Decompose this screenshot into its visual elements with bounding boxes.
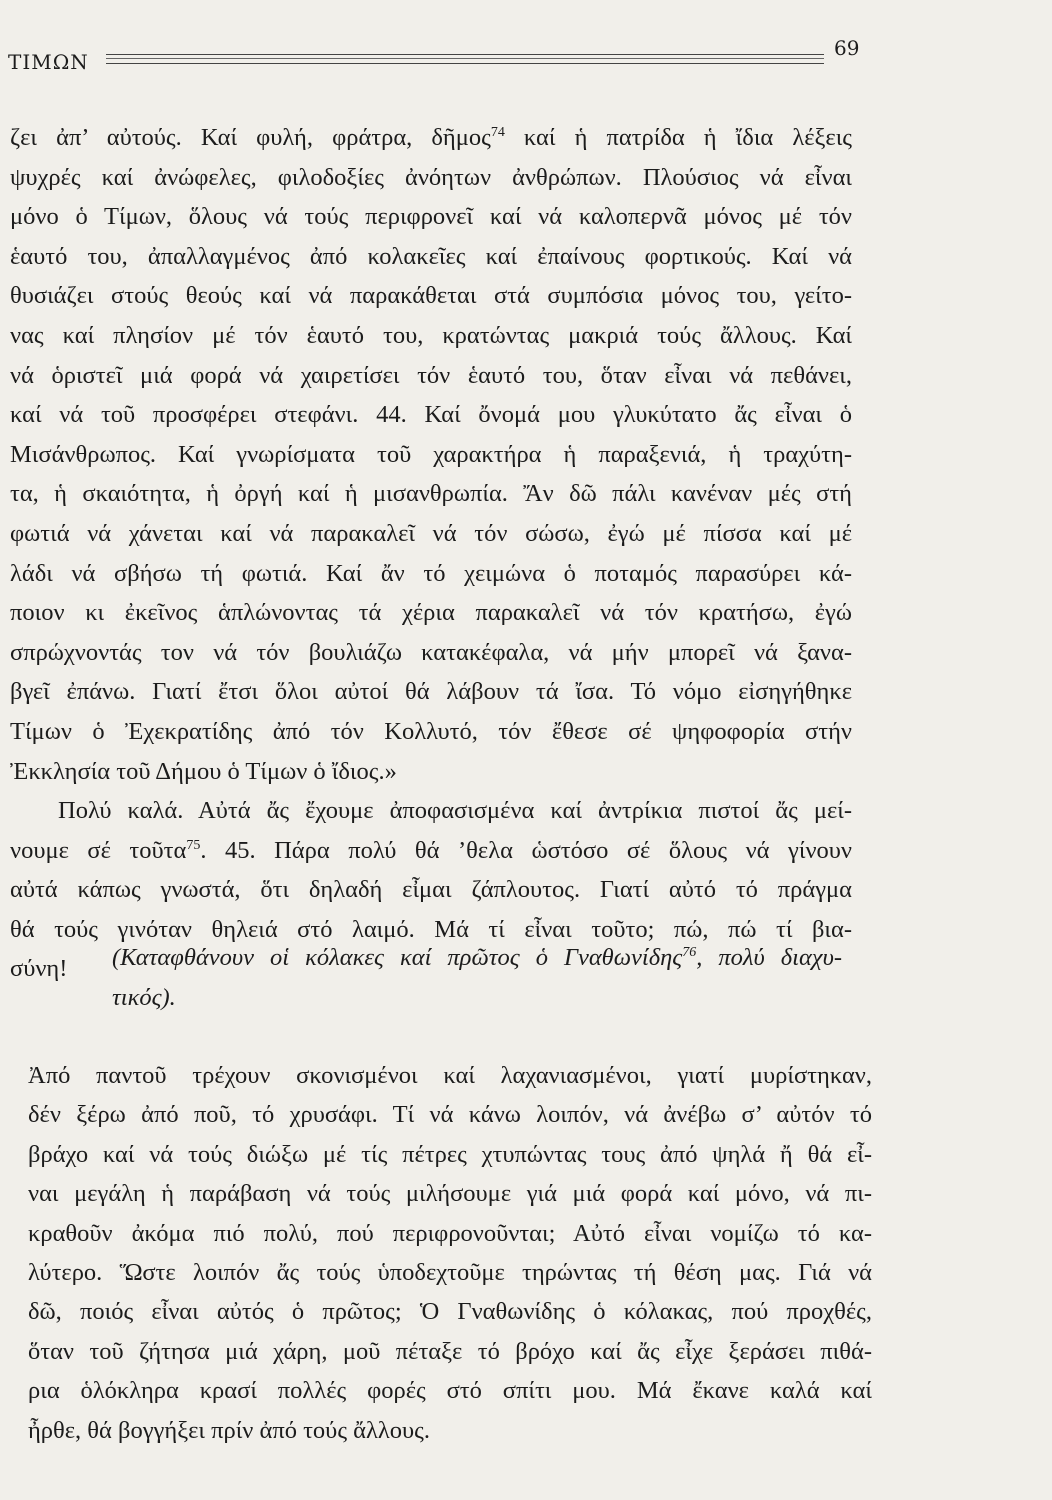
text-line <box>10 118 852 158</box>
line-text: ἑαυτό του, ἀπαλλαγμένος ἀπό κολακεῖες καί ἐπαίνους φορτικούς. Καί νά <box>10 242 852 270</box>
line-text: , πολύ διαχυ- <box>696 944 842 971</box>
line-text: ζει ἀπ’ αὐτούς. Καί φυλή, φράτρα, δῆμος <box>10 124 491 151</box>
line-text: ποιον κι ἐκεῖνος ἁπλώνοντας τά χέρια παρακαλεῖ νά τόν κρατήσω, ἐγώ <box>10 599 852 627</box>
line-text: κραθοῦν ἀκόμα πιό πολύ, πού περιφρονοῦνται; Αὐτό εἶναι νομίζω τό κα- <box>28 1219 872 1247</box>
text-line <box>10 672 852 712</box>
text-line <box>10 593 852 633</box>
footnote-marker[interactable]: 75 <box>186 837 201 853</box>
line-text: δῶ, ποιός εἶναι αὐτός ὁ πρῶτος; Ὁ Γναθωνίδης ὁ κόλακας, πού προχθές, <box>28 1298 872 1326</box>
line-text: καί νά τοῦ προσφέρει στεφάνι. 44. Καί ὄνομά μου γλυκύτατο ἄς εἶναι ὁ <box>10 401 852 429</box>
line-text: (Καταφθάνουν οἱ κόλακες καί πρῶτος ὁ Γναθωνίδης <box>112 944 683 971</box>
text-line <box>28 1135 872 1174</box>
text-line <box>10 474 852 514</box>
text-line <box>10 870 852 910</box>
line-text: ψυχρές καί ἀνώφελες, φιλοδοξίες ἀνόητων ἀνθρώπων. Πλούσιος νά εἶναι <box>10 163 852 191</box>
paragraph <box>10 118 852 791</box>
paragraph <box>28 1056 872 1450</box>
text-line <box>10 316 852 356</box>
running-header <box>8 36 1008 76</box>
main-text-block <box>10 118 852 989</box>
line-text: αὐτά κάπως γνωστά, ὅτι δηλαδή εἶμαι ζάπλουτος. Γιατί αὐτό τό πράγμα <box>10 876 852 904</box>
running-title: ΤΙΜΩΝ <box>8 50 89 74</box>
text-line <box>28 1214 872 1253</box>
header-rule <box>106 54 824 64</box>
line-text: ναι μεγάλη ἡ παράβαση νά τούς μιλήσουμε γιά μιά φορά καί μόνο, νά πι- <box>28 1180 872 1208</box>
line-text: Μισάνθρωπος. Καί γνωρίσματα τοῦ χαρακτήρα ἡ παραξενιά, ἡ τραχύτη- <box>10 440 852 468</box>
text-line <box>28 1332 872 1371</box>
line-text: μόνο ὁ Τίμων, ὅλους νά τούς περιφρονεῖ καί νά καλοπερνᾶ μόνος μέ τόν <box>10 203 852 231</box>
line-text: σύνη! <box>10 955 68 983</box>
text-line <box>10 633 852 673</box>
text-line <box>10 831 852 871</box>
line-text: Ἀπό παντοῦ τρέχουν σκονισμένοι καί λαχανιασμένοι, γιατί μυρίστηκαν, <box>28 1062 872 1089</box>
line-text: νά ὁριστεῖ μιά φορά νά χαιρετίσει τόν ἑαυτό του, ὅταν εἶναι νά πεθάνει, <box>10 361 852 389</box>
line-text: Πολύ καλά. Αὐτά ἄς ἔχουμε ἀποφασισμένα καί ἀντρίκια πιστοί ἄς μεί- <box>58 797 852 825</box>
line-text: λάδι νά σβήσω τή φωτιά. Καί ἄν τό χειμώνα ὁ ποταμός παρασύρει κά- <box>10 559 852 587</box>
line-text: τα, ἡ σκαιότητα, ἡ ὀργή καί ἡ μισανθρωπία. Ἄν δῶ πάλι κανέναν μές στή <box>10 480 852 508</box>
line-text: νουμε σέ τοῦτα <box>10 836 187 864</box>
text-line <box>28 1292 872 1331</box>
text-line <box>10 554 852 594</box>
line-text: Τίμων ὁ Ἐχεκρατίδης ἀπό τόν Κολλυτό, τόν ἔθεσε σέ ψηφοφορία στήν <box>10 717 852 745</box>
line-text: βράχο καί νά τούς διώξω μέ τίς πέτρες χτυπώντας τους ἀπό ψηλά ἤ θά εἶ- <box>28 1140 872 1168</box>
text-line <box>112 978 842 1018</box>
text-line <box>10 752 852 792</box>
line-text: θυσιάζει στούς θεούς καί νά παρακάθεται στά συμπόσια μόνος του, γείτο- <box>10 282 852 310</box>
text-line <box>28 1056 872 1095</box>
line-text: νας καί πλησίον μέ τόν ἑαυτό του, κρατώντας μακριά τούς ἄλλους. Καί <box>10 321 852 349</box>
line-text: . 45. Πάρα πολύ θά ’θελα ὡστόσο σέ ὅλους νά γίνουν <box>200 836 852 864</box>
text-line <box>28 1095 872 1134</box>
text-line <box>10 356 852 396</box>
text-line <box>10 712 852 752</box>
line-text: δέν ξέρω ἀπό ποῦ, τό χρυσάφι. Τί νά κάνω λοιπόν, νά ἀνέβω σ’ αὐτόν τό <box>28 1101 872 1129</box>
text-line <box>28 1411 872 1450</box>
line-text: βγεῖ ἐπάνω. Γιατί ἔτσι ὅλοι αὐτοί θά λάβουν τά ἴσα. Τό νόμο εἰσηγήθηκε <box>10 678 852 706</box>
line-text: σπρώχνοντάς τον νά τόν βουλιάζω κατακέφαλα, νά μήν μπορεῖ νά ξανα- <box>10 638 852 666</box>
text-line <box>28 1371 872 1410</box>
text-line <box>10 435 852 475</box>
footnote-marker[interactable]: 74 <box>490 125 505 140</box>
text-line <box>10 197 852 237</box>
line-text: θά τούς γινόταν θηλειά στό λαιμό. Μά τί εἶναι τοῦτο; πώ, πώ τί βια- <box>10 915 852 943</box>
text-line <box>10 514 852 554</box>
text-line <box>10 791 852 831</box>
line-text: ὅταν τοῦ ζήτησα μιά χάρη, μοῦ πέταξε τό βρόχο καί ἄς εἶχε ξεράσει πιθά- <box>28 1337 872 1365</box>
line-text: φωτιά νά χάνεται καί νά παρακαλεῖ νά τόν σώσω, ἐγώ μέ πίσσα καί μέ <box>10 519 852 547</box>
line-text: τικός). <box>112 984 176 1011</box>
text-line <box>28 1253 872 1292</box>
line-text: ρια ὁλόκληρα κρασί πολλές φορές στό σπίτι μου. Μά ἔκανε καλά καί <box>28 1377 872 1405</box>
page-number: 69 <box>834 36 860 60</box>
text-line <box>10 276 852 316</box>
line-text: λύτερο. Ὥστε λοιπόν ἄς τούς ὑποδεχτοῦμε τηρώντας τή θέση μας. Γιά νά <box>28 1259 872 1287</box>
text-line <box>112 938 842 978</box>
line-text: καί ἡ πατρίδα ἡ ἴδια λέξεις <box>504 124 852 151</box>
stage-direction <box>112 938 842 1018</box>
line-text: Ἐκκλησία τοῦ Δήμου ὁ Τίμων ὁ ἴδιος.» <box>10 757 397 785</box>
footnote-marker[interactable]: 76 <box>682 945 697 960</box>
line-text: ἦρθε, θά βογγήξει πρίν ἀπό τούς ἄλλους. <box>28 1416 430 1444</box>
text-line <box>28 1174 872 1213</box>
text-line <box>10 158 852 198</box>
text-line <box>10 237 852 277</box>
text-line <box>10 395 852 435</box>
